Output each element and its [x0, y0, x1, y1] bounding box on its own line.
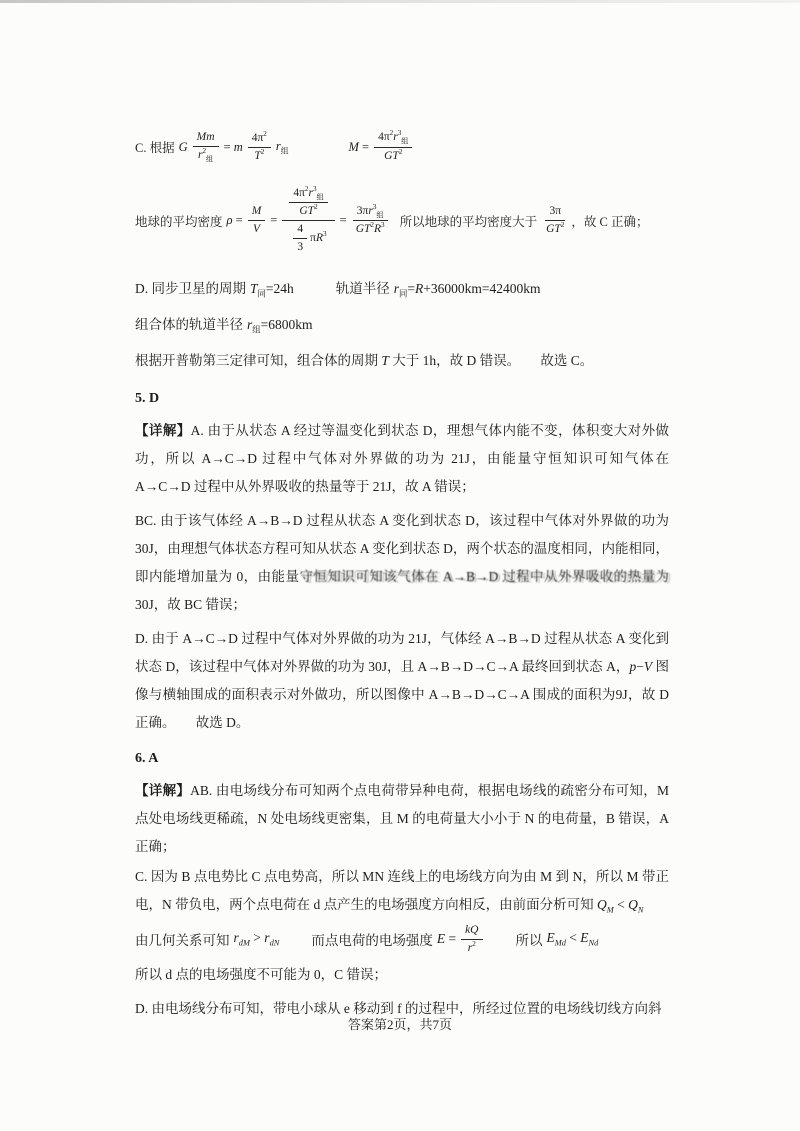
math-e-compare: $E_{Md} < E_{Nd}$: [546, 930, 599, 948]
math-mass-equals: M =: [348, 139, 370, 154]
math-orbit-radius: $r_组$: [275, 138, 289, 156]
point-charge-text: 而点电荷的电场强度: [311, 933, 433, 949]
answer-content: [135, 126, 669, 1031]
math-r-compare: $r_{dM} > r_{dN}$: [233, 930, 280, 948]
combined-body-label: 组合体的轨道半径: [135, 317, 243, 333]
fraction-numerator: $3\pi r^3_组$: [353, 204, 388, 221]
math-equals-sign: =: [270, 213, 278, 228]
density-conclusion-text: 所以地球的平均密度大于: [399, 214, 538, 229]
fraction-numerator: Mm: [193, 130, 219, 147]
fraction-denominator: $r^2$: [467, 939, 476, 954]
fraction-denominator: $T^2$: [254, 147, 265, 162]
q6-field-strength-line: [135, 921, 669, 957]
option-d-lead-text: D. 同步卫星的周期: [135, 281, 246, 297]
page-footer: 答案第2页，共7页: [347, 1017, 452, 1032]
fraction-denominator: V: [252, 223, 261, 236]
fraction-centripetal: [248, 131, 271, 164]
bc-text-part1: BC. 由于该气体经 A→B→D 过程从状态 A 变化到状态 D，该过程中气体对外界做的功为 30J，由理想气体状态方程可知从状态 A 变化到状态 D，两个状态的温度相同，内能相同，即内能增加量为 0，由能量: [135, 513, 669, 585]
density-formula-line: [135, 186, 669, 255]
bc-text-smudged: 守恒知识可知该气体在 A→B→D 过程中从外界吸收的热量为: [299, 569, 669, 585]
fraction-density-result: [352, 204, 389, 237]
fraction-denominator: $GT^2$: [384, 147, 403, 162]
math-pi-r-cubed: $\pi R^3$: [310, 230, 327, 245]
geometry-lead-text: 由几何关系可知: [135, 933, 230, 949]
q5-option-d-paragraph: D. 由于 A→C→D 过程中气体对外界做的功为 21J，气体经 A→B→D 过程从状态 A 变化到状态 D，该过程中气体对外界做的功为 30J，且 A→B→D→C→A 最终回到状态 A，p−V 图像与横轴围成的面积表示对外做功，所以图像中 A→B→D→C→A 围成的面积为9J，故 D 正确。 故选 D。: [135, 631, 670, 731]
math-rho-equals: ρ =: [226, 213, 243, 228]
math-period-sync: $T_同=24h$: [250, 281, 294, 299]
density-verdict-text: ，故 C 正确；: [571, 214, 649, 229]
math-equals-m: = m: [223, 139, 243, 154]
fraction-numerator: 3π: [545, 204, 565, 221]
fraction-mass-inner: [289, 186, 327, 219]
fraction-denominator: $r^2_组$: [197, 147, 214, 164]
therefore-text: 所以: [515, 933, 543, 949]
fraction-denominator: 3: [297, 241, 304, 254]
fraction-numerator: $4\pi^2r^3_组$: [289, 186, 327, 203]
fraction-numerator: kQ: [461, 923, 482, 940]
q4-option-d-line: [135, 275, 669, 303]
nested-fraction-denominator: [286, 221, 330, 255]
math-radius-sync: $r_同=R+36000km=42400km$: [393, 281, 541, 299]
math-equals-sign: =: [339, 213, 347, 228]
q5-option-a-paragraph: 【详解】A. 由于从状态 A 经过等温变化到状态 D，理想气体内能不变，体积变大对外做功，所以 A→C→D 过程中气体对外界做的功为 21J，由能量守恒知识可知气体在 A→C→D 过程中从外界吸收的热量等于 21J，故 A 错误；: [135, 423, 669, 495]
fraction-denominator: $GT^2R^3$: [355, 221, 385, 236]
fraction-lower-bound: [542, 204, 568, 237]
fraction-numerator: $4\pi^2$: [248, 131, 271, 148]
nested-fraction-numerator: [282, 186, 334, 221]
q5-option-bc-paragraph: [135, 507, 669, 619]
kepler-conclusion-line: 根据开普勒第三定律可知，组合体的周期 T 大于 1h，故 D 错误。 故选 C。: [135, 353, 594, 369]
orbit-radius-label: 轨道半径: [335, 281, 390, 297]
fraction-numerator: 4: [293, 222, 307, 239]
bc-text-part3: 30J，故 BC 错误；: [135, 597, 247, 613]
combined-body-radius-line: [135, 311, 669, 339]
q4-option-c-formula-line: [135, 126, 669, 168]
fraction-denominator: $GT^2$: [299, 203, 318, 218]
fraction-four-thirds: [293, 222, 307, 255]
fraction-numerator: $4\pi^2r^3_组$: [374, 130, 412, 147]
answer-5-heading: 5. D: [135, 391, 160, 407]
math-radius-combined: $r_组=6800km$: [247, 317, 313, 335]
option-c-lead-text: C. 根据: [135, 141, 175, 155]
fraction-mass-result: [374, 130, 412, 163]
q6-point-d-conclusion: 所以 d 点的电场强度不可能为 0，C 错误；: [135, 967, 388, 983]
fraction-kq-over-r2: [461, 923, 482, 956]
fraction-numerator: M: [248, 204, 266, 221]
math-var-g: G: [178, 139, 188, 154]
fraction-m-over-v: [248, 204, 266, 237]
math-e-equals: E =: [436, 931, 457, 947]
density-lead-text: 地球的平均密度: [135, 214, 223, 229]
fraction-gravity: [193, 130, 219, 163]
q6-option-d-paragraph: D. 由电场线分布可知，带电小球从 e 移动到 f 的过程中，所经过位置的电场线切线方向斜: [135, 1001, 662, 1017]
q6-option-c-paragraph: C. 因为 B 点电势比 C 点电势高，所以 MN 连线上的电场线方向为由 M 到 N，所以 M 带正电，N 带负电，两个点电荷在 d 点产生的电场强度方向相反，由前面分析可知 $Q_M < Q_N$: [135, 869, 669, 915]
q6-option-ab-paragraph: 【详解】AB. 由电场线分布可知两个点电荷带异种电荷，根据电场线的疏密分布可知，M 点处电场线更稀疏，N 处电场线更密集，且 M 的电荷量大小小于 N 的电荷量，B 错误，A 正确；: [135, 783, 669, 855]
fraction-denominator: $GT^2$: [546, 221, 565, 236]
answer-6-heading: 6. A: [135, 751, 159, 767]
nested-fraction: [282, 186, 334, 255]
